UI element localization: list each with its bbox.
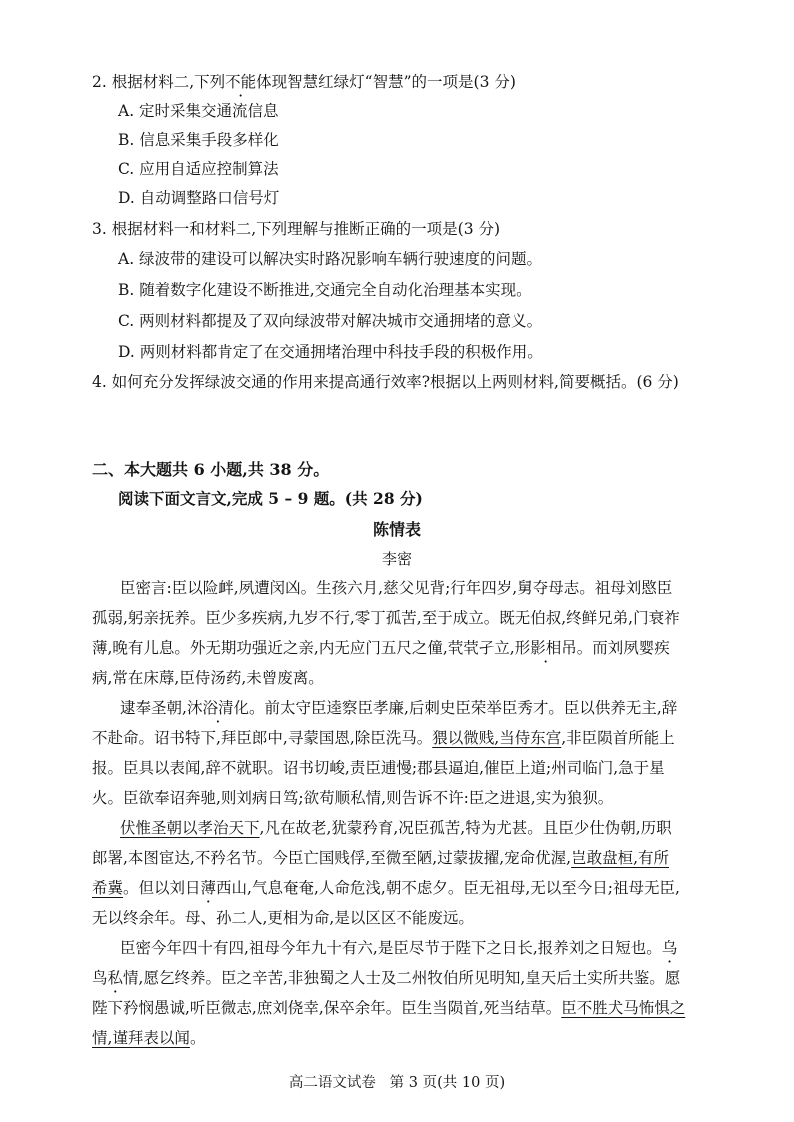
page-footer: 高二语文试卷 第 3 页(共 10 页)	[288, 1075, 506, 1091]
q3-option-b: B. 随着数字化建设不断推进,交通完全自动化治理基本实现。	[118, 281, 532, 299]
underlined-sentence: 岂敢盘桓,有所	[571, 849, 670, 867]
emphasis-dot-text: 鸟私情	[92, 969, 139, 987]
emphasis-dot-text: 薄	[200, 879, 217, 897]
p4-line-4	[92, 1027, 205, 1049]
q2-option-d: D. 自动调整路口信号灯	[118, 189, 280, 207]
q3-option-d: D. 两则材料都肯定了在交通拥堵治理中科技手段的积极作用。	[118, 343, 543, 361]
p4-line-4-end: 。	[189, 1029, 206, 1047]
p1-line-3	[92, 637, 670, 659]
p2-line-1-text: 逮奉圣朝,	[120, 699, 187, 717]
essay-title: 陈情表	[372, 520, 421, 539]
question-3-stem: 3. 根据材料一和材料二,下列理解与推断正确的一项是(3 分)	[92, 220, 501, 238]
section-heading: 二、本大题共 6 小题,共 38 分。	[92, 460, 330, 479]
underlined-sentence: 猥以微贱,当侍东宫	[432, 729, 562, 747]
p3-line-2	[92, 847, 669, 869]
q2-stem-part: 2. 根据材料二,下列	[92, 73, 226, 91]
p2-line-3: 报。臣具以表闻,辞不就职。诏书切峻,责臣逋慢;郡县逼迫,催臣上道;州司临门,急于星	[92, 759, 665, 777]
emphasis-dot-text: 沐浴清化	[186, 699, 249, 717]
q2-option-a: A. 定时采集交通流信息	[118, 102, 279, 120]
p3-line-3	[92, 877, 680, 899]
question-4-stem: 4. 如何充分发挥绿波交通的作用来提高通行效率?根据以上两则材料,简要概括。(6 分)	[92, 373, 679, 391]
essay-author: 李密	[381, 550, 412, 568]
p4-line-2-text: ,愿乞终养。臣之辛苦,非独蜀之人士及二州牧伯所见明知,皇天后土实所共鉴。愿	[138, 969, 681, 987]
p3-line-3-end: 西山,气息奄奄,人命危浅,朝不虑夕。臣无祖母,无以至今日;祖母无臣,	[216, 879, 680, 897]
underlined-sentence: 情,谨拜表以闻	[92, 1029, 190, 1047]
q2-option-b: B. 信息采集手段多样化	[118, 131, 279, 149]
underlined-sentence: 伏惟圣朝以孝治天下	[120, 819, 260, 837]
emphasis-dot-text: 乌	[661, 939, 678, 957]
p1-line-3-end: 。而刘夙婴疾	[576, 639, 670, 657]
q2-option-c: C. 应用自适应控制算法	[118, 160, 279, 178]
p2-line-1-end: 。前太守臣逵察臣孝廉,后刺史臣荣举臣秀才。臣以供养无主,辞	[248, 699, 678, 717]
p2-line-2-text: 不赴命。诏书特下,拜臣郎中,寻蒙国恩,除臣洗马。	[92, 729, 433, 747]
q2-stem-part: 体现智慧红绿灯“智慧”的一项是(3 分)	[256, 73, 516, 91]
p4-line-1	[120, 937, 677, 959]
p3-line-1-end: ,凡在故老,犹蒙矜育,况臣孤苦,特为尤甚。且臣少仕伪朝,历职	[259, 819, 672, 837]
p1-line-2: 孤弱,躬亲抚养。臣少多疾病,九岁不行,零丁孤苦,至于成立。既无伯叔,终鲜兄弟,门衰祚	[92, 609, 680, 627]
p3-line-4: 无以终余年。母、孙二人,更相为命,是以区区不能废远。	[92, 909, 474, 927]
p3-line-3-text: 。但以刘日	[123, 879, 201, 897]
underlined-sentence: 臣不胜犬马怖惧之	[561, 999, 686, 1017]
p3-line-2-text: 郎署,本图宦达,不矜名节。今臣亡国贱俘,至微至陋,过蒙拔擢,宠命优渥,	[92, 849, 572, 867]
q3-option-c: C. 两则材料都提及了双向绿波带对解决城市交通拥堵的意义。	[118, 312, 543, 330]
p2-line-2	[92, 727, 675, 749]
p4-line-2	[92, 967, 680, 989]
section-instruction: 阅读下面文言文,完成 5 – 9 题。(共 28 分)	[118, 489, 423, 508]
underlined-sentence: 希冀	[92, 879, 124, 897]
p4-line-3-text: 陛下矜悯愚诚,听臣微志,庶刘侥幸,保卒余年。臣生当陨首,死当结草。	[92, 999, 562, 1017]
p4-line-1-text: 臣密今年四十有四,祖母今年九十有六,是臣尽节于陛下之日长,报养刘之日短也。	[120, 939, 662, 957]
question-2-stem	[92, 71, 516, 93]
emphasis-dot-text: 形影相吊	[514, 639, 577, 657]
p2-line-2-end: ,非臣陨首所能上	[561, 729, 675, 747]
q3-option-a: A. 绿波带的建设可以解决实时路况影响车辆行驶速度的问题。	[118, 250, 543, 268]
p2-line-4: 火。臣欲奉诏奔驰,则刘病日笃;欲苟顺私情,则告诉不许:臣之进退,实为狼狈。	[92, 789, 614, 807]
p3-line-1	[120, 817, 672, 839]
p1-line-1: 臣密言:臣以险衅,夙遭闵凶。生孩六月,慈父见背;行年四岁,舅夺母志。祖母刘愍臣	[120, 579, 673, 597]
p1-line-3-text: 薄,晚有儿息。外无期功强近之亲,内无应门五尺之僮,茕茕孑立,	[92, 639, 515, 657]
p1-line-4: 病,常在床蓐,臣侍汤药,未曾废离。	[92, 669, 324, 687]
p2-line-1	[120, 697, 677, 719]
emphasis-dot-text: 不能	[225, 73, 257, 91]
p4-line-3	[92, 997, 685, 1019]
